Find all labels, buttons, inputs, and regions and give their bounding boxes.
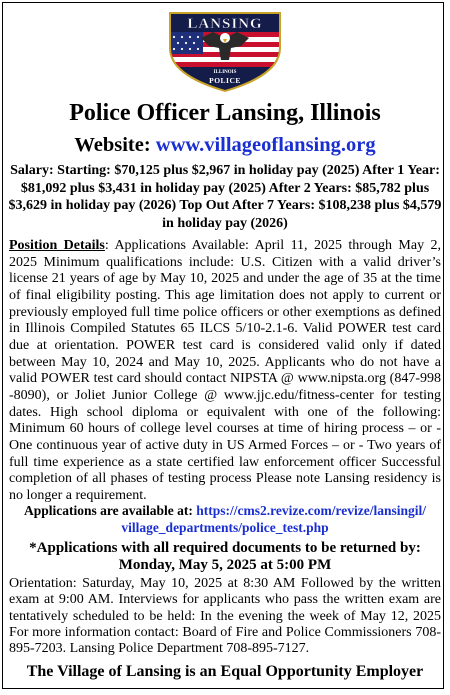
applications-line-1 bbox=[0, 502, 450, 519]
position-details bbox=[9, 238, 441, 505]
svg-text:ILLINOIS: ILLINOIS bbox=[213, 70, 237, 75]
lansing-police-badge bbox=[167, 8, 283, 92]
svg-text:LANSING: LANSING bbox=[187, 16, 263, 32]
salary-info: Salary: Starting: $70,125 plus $2,967 in holiday pay (2025) After 1 Year: $81,092 plus $3,431 in holiday pay (2025) After 2 Years: $85,782 plus $3,629 in holiday pay (2026) Top Out After 7 Years: $108,238 plus $4,579 in holiday pay (2026) bbox=[8, 163, 442, 231]
deadline-line-2: Monday, May 5, 2025 at 5:00 PM bbox=[118, 557, 332, 573]
svg-text:POLICE: POLICE bbox=[209, 76, 241, 85]
applications-link-part-1[interactable]: https://cms2.revize.com/revize/lansingil/ bbox=[196, 503, 426, 518]
applications-link-part-2[interactable]: village_departments/police_test.php bbox=[121, 520, 329, 535]
position-details-label: Position Details bbox=[9, 238, 105, 253]
orientation-info: Orientation: Saturday, May 10, 2025 at 8:30 AM Followed by the written exam at 9:00 AM. Interviews for applicants who pass the written exam are tentatively scheduled to be held: In the evening the week of May 12, 2025 For more information contact: Board of Fire and Police Commissioners 708-895-7203. Lansing Police Department 708-895-7127. bbox=[9, 576, 441, 657]
website-link[interactable]: www.villageoflansing.org bbox=[155, 134, 376, 156]
deadline-line-1: *Applications with all required documents to be returned by: bbox=[29, 540, 421, 556]
applications-info bbox=[0, 502, 450, 536]
page-title: Police Officer Lansing, Illinois bbox=[69, 100, 381, 126]
deadline-notice bbox=[0, 540, 450, 574]
website-label: Website: bbox=[74, 134, 156, 156]
equal-opportunity-footer: The Village of Lansing is an Equal Opportunity Employer bbox=[26, 663, 424, 680]
position-details-text: : Applications Available: April 11, 2025 through May 2, 2025 Minimum qualifications include: U.S. Citizen with a valid driver’s license 21 years of age by May 10, 2025 and under the age of 35 at the time of final eligibility posting. This age limitation does not apply to current or previously employed full time police officers or other exemptions as defined in Illinois Compiled Statutes 65 ILCS 5/10-2.1-6. Valid POWER test card due at orientation. POWER test card is considered valid only if dated between May 10, 2024 and May 10, 2025. Applicants who do not have a valid POWER test card should contact NIPSTA @ www.nipsta.org (847-998 -8090), or Joliet Junior College @ www.jjc.edu/fitness-center for testing dates. High school diploma or equivalent with one of the following: Minimum 60 hours of college level courses at time of hiring process – or - One continuous year of active duty in US Armed Forces – or - Two years of full time experience as a state certified law enforcement officer Successful completion of all phases of testing process Please note Lansing residency is no longer a requirement. bbox=[9, 238, 441, 503]
website-line bbox=[0, 133, 450, 157]
applications-label: Applications are available at: bbox=[24, 503, 197, 518]
